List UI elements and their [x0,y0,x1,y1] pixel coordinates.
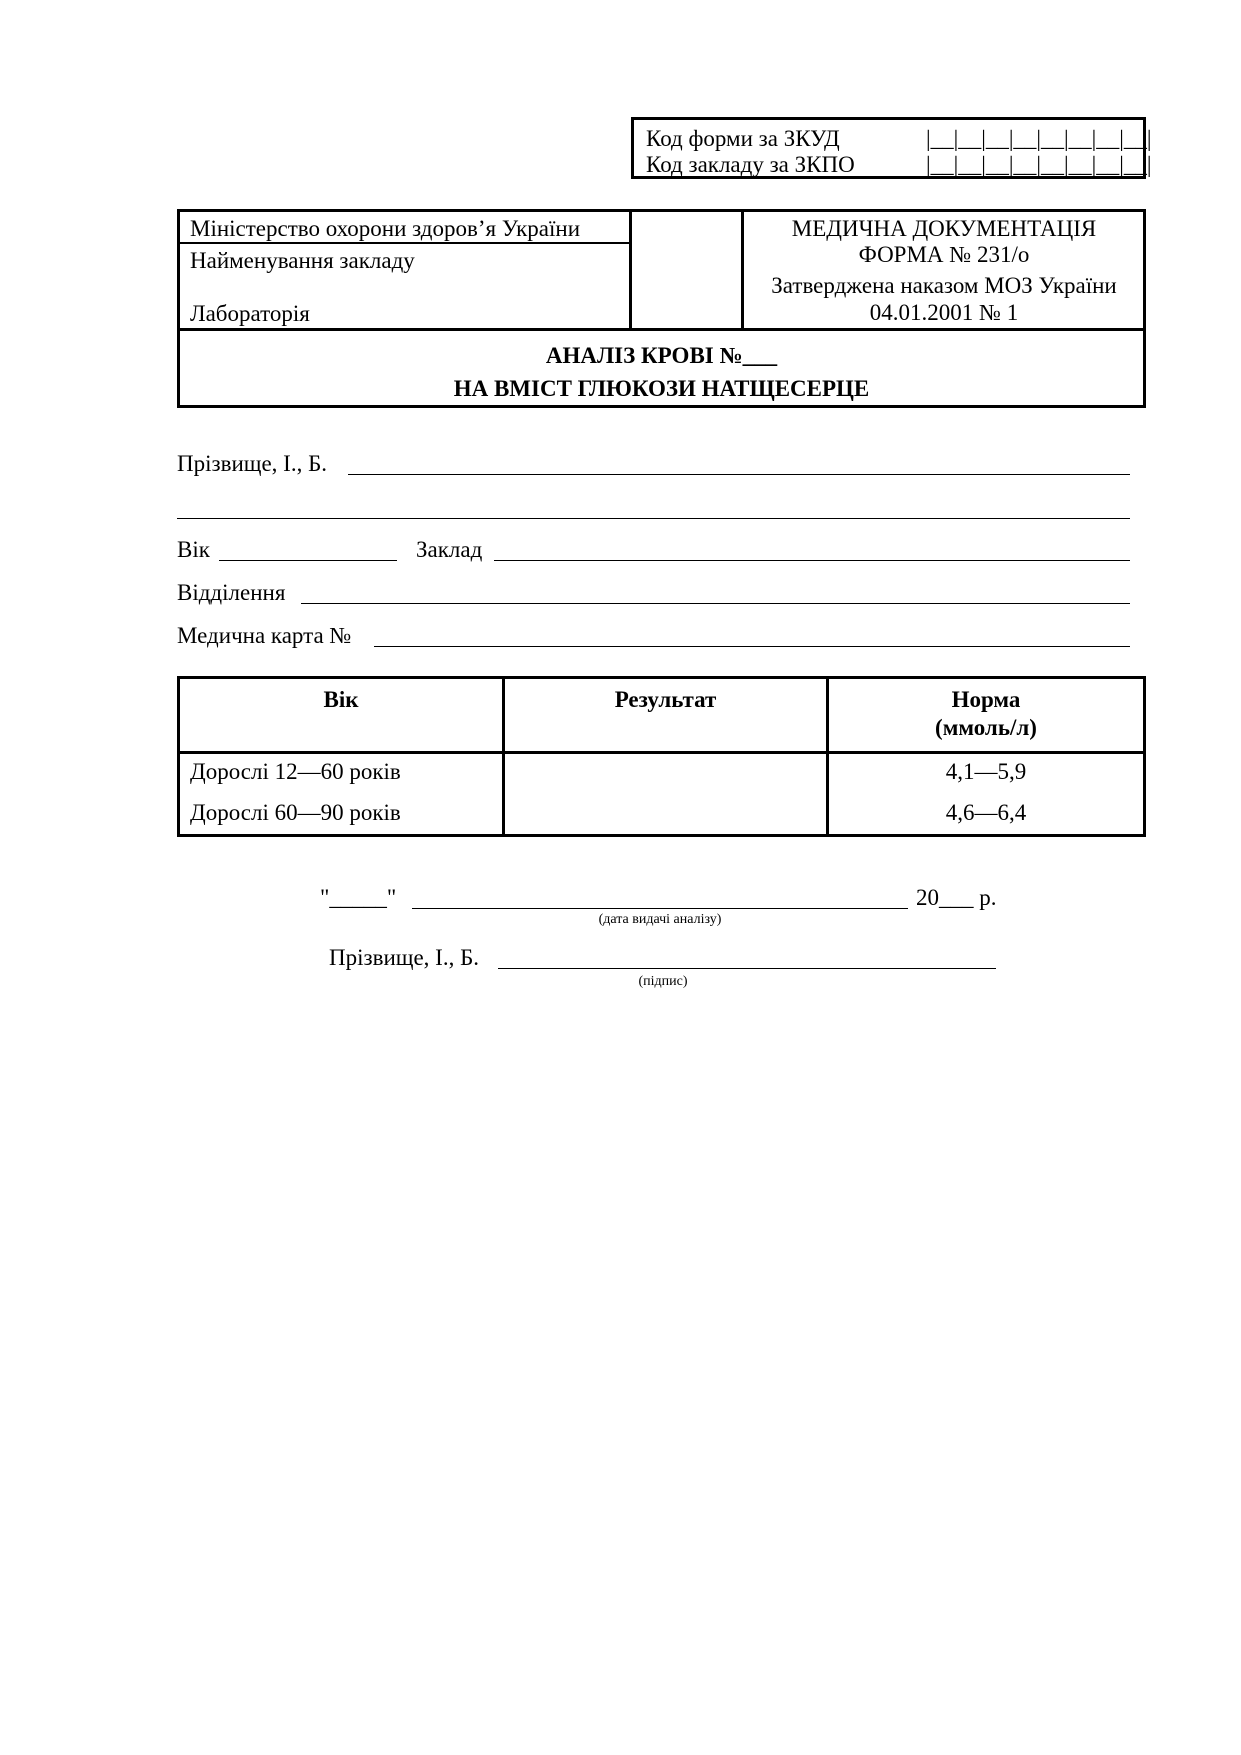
laboratory-label: Лабораторія [190,301,310,326]
date-day-field[interactable]: "_____" [320,885,397,910]
row-2-age: Дорослі 60—90 років [190,800,401,825]
table-header-divider [180,751,1143,754]
zkud-cells[interactable]: |__|__|__|__|__|__|__|__| [926,126,1152,151]
form-code-box [631,117,1152,179]
zkud-label: Код форми за ЗКУД [646,126,840,151]
zkpo-label: Код закладу за ЗКПО [646,152,855,177]
row-1-norm: 4,1—5,9 [945,759,1027,784]
facility-label: Заклад [416,537,483,562]
column-header-result: Результат [614,687,717,712]
surname-label: Прізвище, І., Б. [177,451,328,476]
header-divider-1 [629,212,632,330]
facility-field[interactable] [494,560,1130,561]
ministry-underline [180,242,631,244]
institution-label: Найменування закладу [190,248,415,273]
age-field[interactable] [219,560,397,561]
date-field[interactable] [412,908,908,909]
department-field[interactable] [301,603,1130,604]
column-header-norm-unit: (ммоль/л) [935,715,1037,740]
zkpo-row [646,152,1152,178]
signer-label: Прізвище, І., Б. [329,945,480,970]
approved-date: 04.01.2001 № 1 [869,300,1019,325]
signature-field[interactable] [498,968,996,969]
surname-field-continued[interactable] [177,518,1130,519]
surname-field[interactable] [348,474,1130,475]
column-header-norm: Норма [951,687,1021,712]
form-number: ФОРМА № 231/о [858,242,1030,267]
form-header [177,209,1146,408]
row-1-age: Дорослі 12—60 років [190,759,401,784]
date-caption: (дата видачі аналізу) [598,912,722,927]
doc-type: МЕДИЧНА ДОКУМЕНТАЦІЯ [791,216,1097,241]
signature-caption: (підпис) [638,974,688,989]
zkud-row [646,126,1152,152]
medical-card-label: Медична карта № [177,623,352,648]
header-section-divider [180,328,1143,331]
age-label: Вік [177,537,210,562]
row-2-norm: 4,6—6,4 [945,800,1027,825]
document-subtitle: НА ВМІСТ ГЛЮКОЗИ НАТЩЕСЕРЦЕ [453,376,870,401]
results-table [177,676,1146,837]
department-label: Відділення [177,580,286,605]
column-header-age: Вік [323,687,359,712]
date-year: 20___ р. [916,885,997,910]
zkpo-cells[interactable]: |__|__|__|__|__|__|__|__| [926,152,1152,177]
ministry-name: Міністерство охорони здоров’я України [190,216,581,241]
document-title: АНАЛІЗ КРОВІ №___ [545,343,778,368]
medical-card-field[interactable] [374,646,1130,647]
approved-by: Затверджена наказом МОЗ України [771,273,1117,298]
